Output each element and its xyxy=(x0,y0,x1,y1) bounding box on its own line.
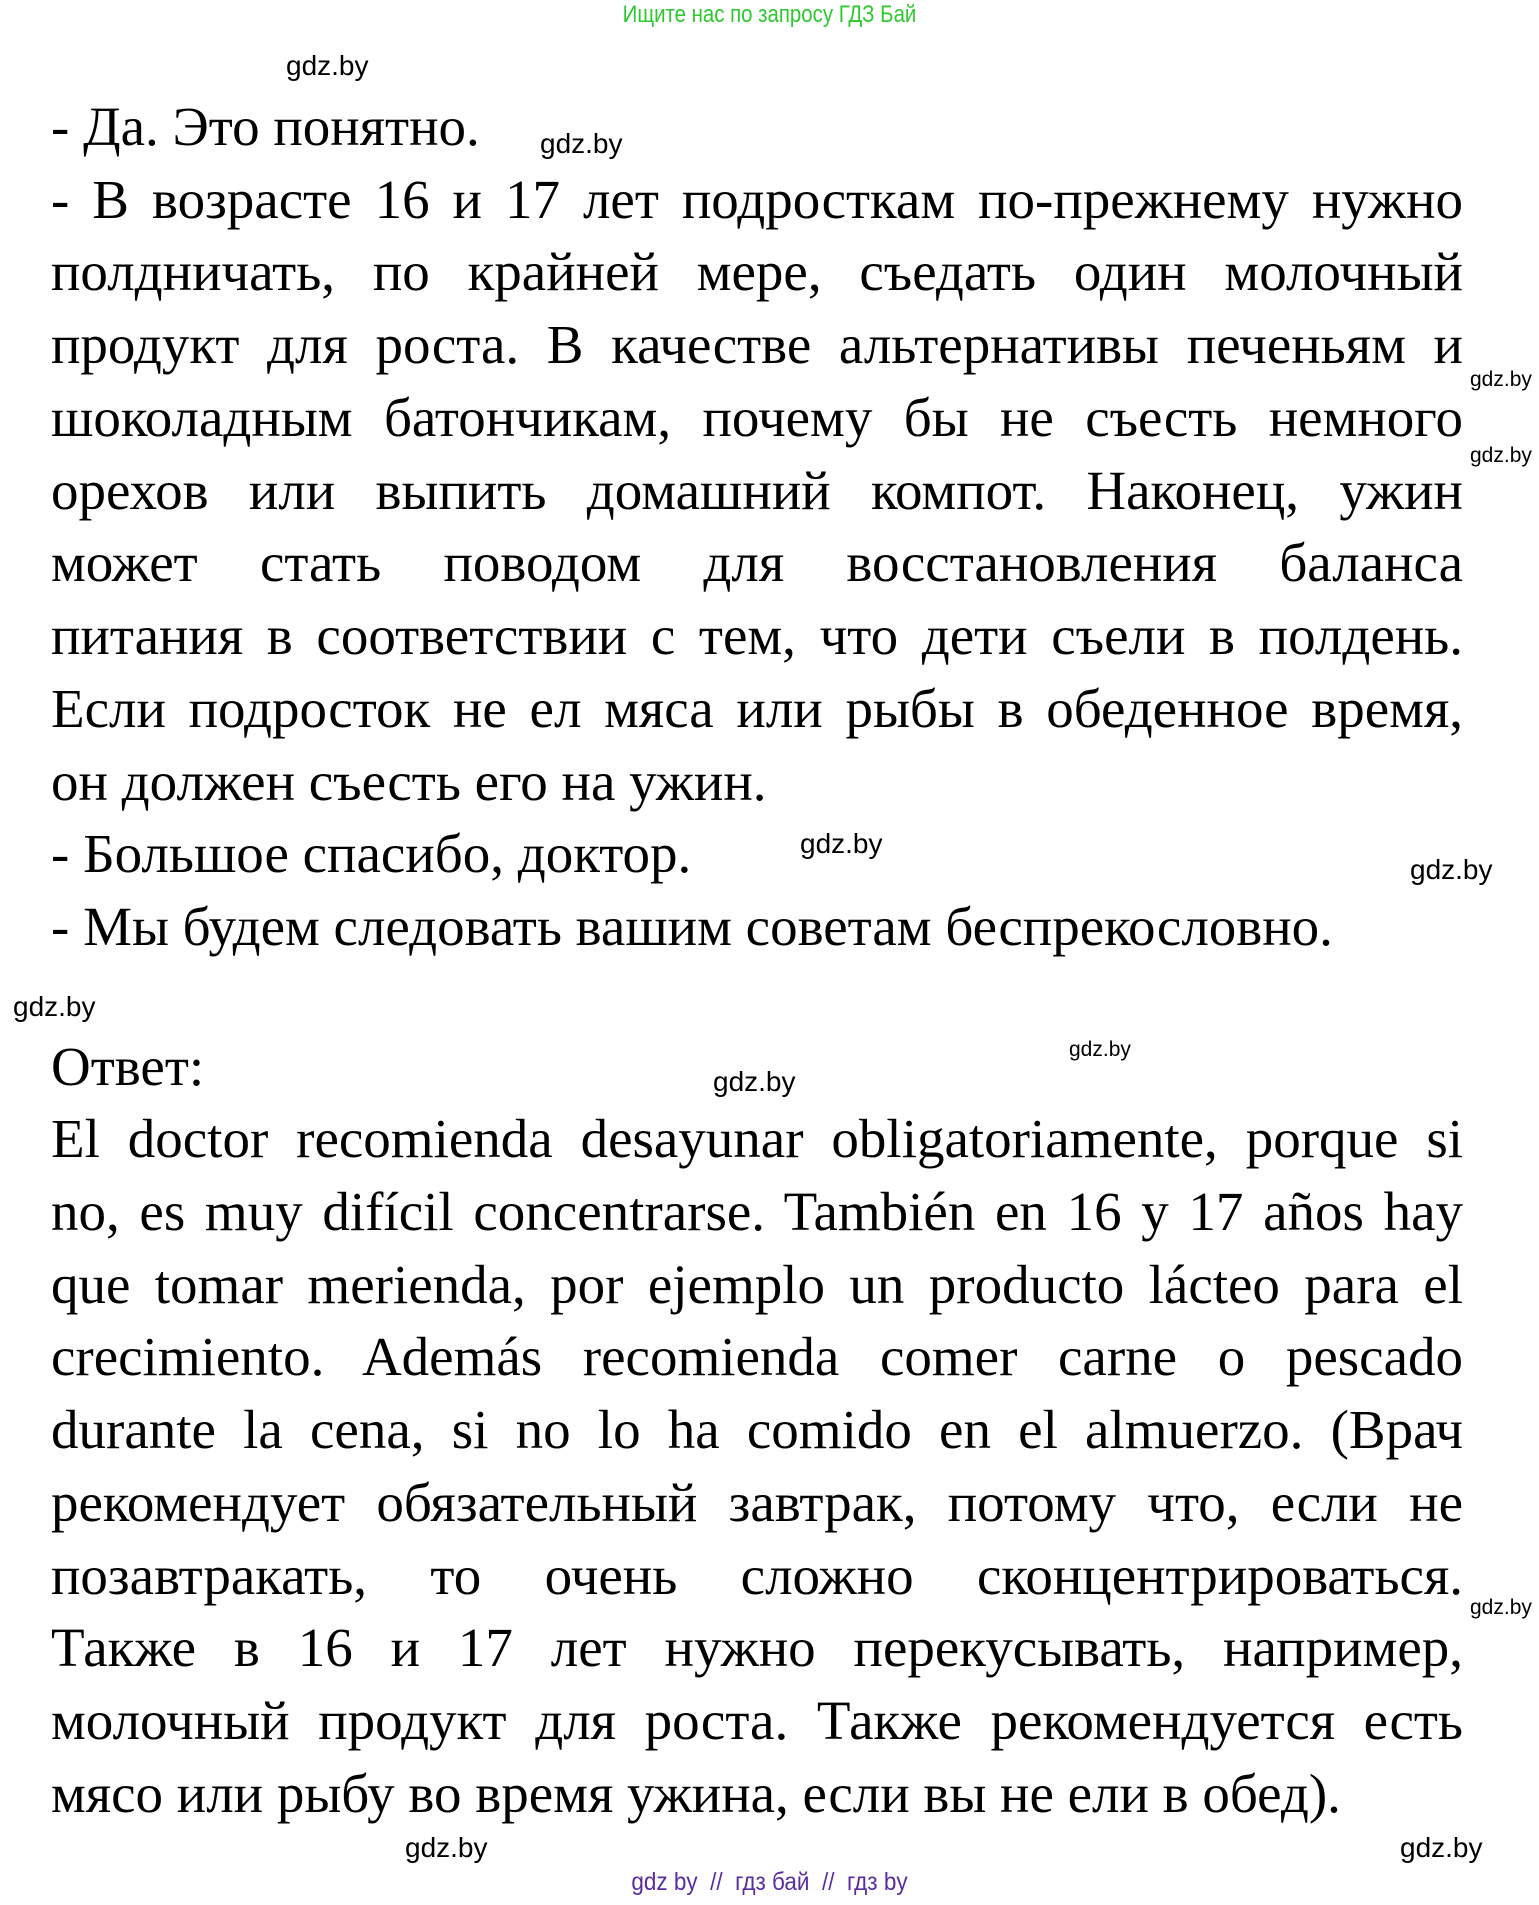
answer-line: crecimiento. Además recomienda comer carne o pescado xyxy=(51,1326,1463,1387)
answer-line: El doctor recomienda desayunar obligatoriamente, porque si xyxy=(51,1108,1463,1169)
text-line: он должен съесть его на ужин. xyxy=(51,751,767,812)
watermark: gdz.by xyxy=(540,128,623,159)
answer-line: молочный продукт для роста. Также рекомендуется есть xyxy=(51,1690,1463,1751)
answer-label: Ответ: xyxy=(51,1036,205,1097)
watermark: gdz.by xyxy=(713,1066,796,1097)
answer-line: рекомендует обязательный завтрак, потому что, если не xyxy=(51,1472,1463,1533)
watermark: gdz.by xyxy=(13,991,96,1022)
text-line: шоколадным батончикам, почему бы не съесть немного xyxy=(51,387,1463,448)
text-line: - Да. Это понятно. xyxy=(51,96,480,157)
watermark: gdz.by xyxy=(1470,1596,1532,1619)
watermark: gdz.by xyxy=(800,828,883,859)
text-line: Если подросток не ел мяса или рыбы в обеденное время, xyxy=(51,678,1463,739)
answer-line: Также в 16 и 17 лет нужно перекусывать, например, xyxy=(51,1617,1463,1678)
text-line: - Большое спасибо, доктор. xyxy=(51,823,692,884)
text-line: полдничать, по крайней мере, съедать один молочный xyxy=(51,241,1463,302)
watermark: gdz.by xyxy=(286,50,369,81)
watermark: gdz.by xyxy=(1470,444,1532,467)
answer-line: durante la cena, si no lo ha comido en el almuerzo. (Врач xyxy=(51,1399,1463,1460)
watermark: gdz.by xyxy=(1410,854,1493,885)
watermark: gdz.by xyxy=(1400,1832,1483,1863)
text-line: может стать поводом для восстановления баланса xyxy=(51,532,1463,593)
answer-line: мясо или рыбу во время ужина, если вы не ели в обед). xyxy=(51,1763,1341,1824)
footer-links: gdz by // гдз бай // гдз by xyxy=(631,1868,908,1896)
text-line: орехов или выпить домашний компот. Наконец, ужин xyxy=(51,460,1463,521)
answer-line: позавтракать, то очень сложно сконцентрироваться. xyxy=(51,1545,1463,1606)
watermark: gdz.by xyxy=(405,1832,488,1863)
text-line: питания в соответствии с тем, что дети съели в полдень. xyxy=(51,605,1463,666)
search-hint-header: Ищите нас по запросу ГДЗ Бай xyxy=(622,1,917,28)
answer-line: que tomar merienda, por ejemplo un producto lácteo para el xyxy=(51,1254,1463,1315)
watermark: gdz.by xyxy=(1470,368,1532,391)
text-line: - Мы будем следовать вашим советам беспрекословно. xyxy=(51,896,1333,957)
answer-line: no, es muy difícil concentrarse. También en 16 y 17 años hay xyxy=(51,1181,1463,1242)
watermark: gdz.by xyxy=(1069,1038,1131,1061)
text-line: - В возрасте 16 и 17 лет подросткам по-прежнему нужно xyxy=(51,169,1463,230)
text-line: продукт для роста. В качестве альтернативы печеньям и xyxy=(51,314,1463,375)
